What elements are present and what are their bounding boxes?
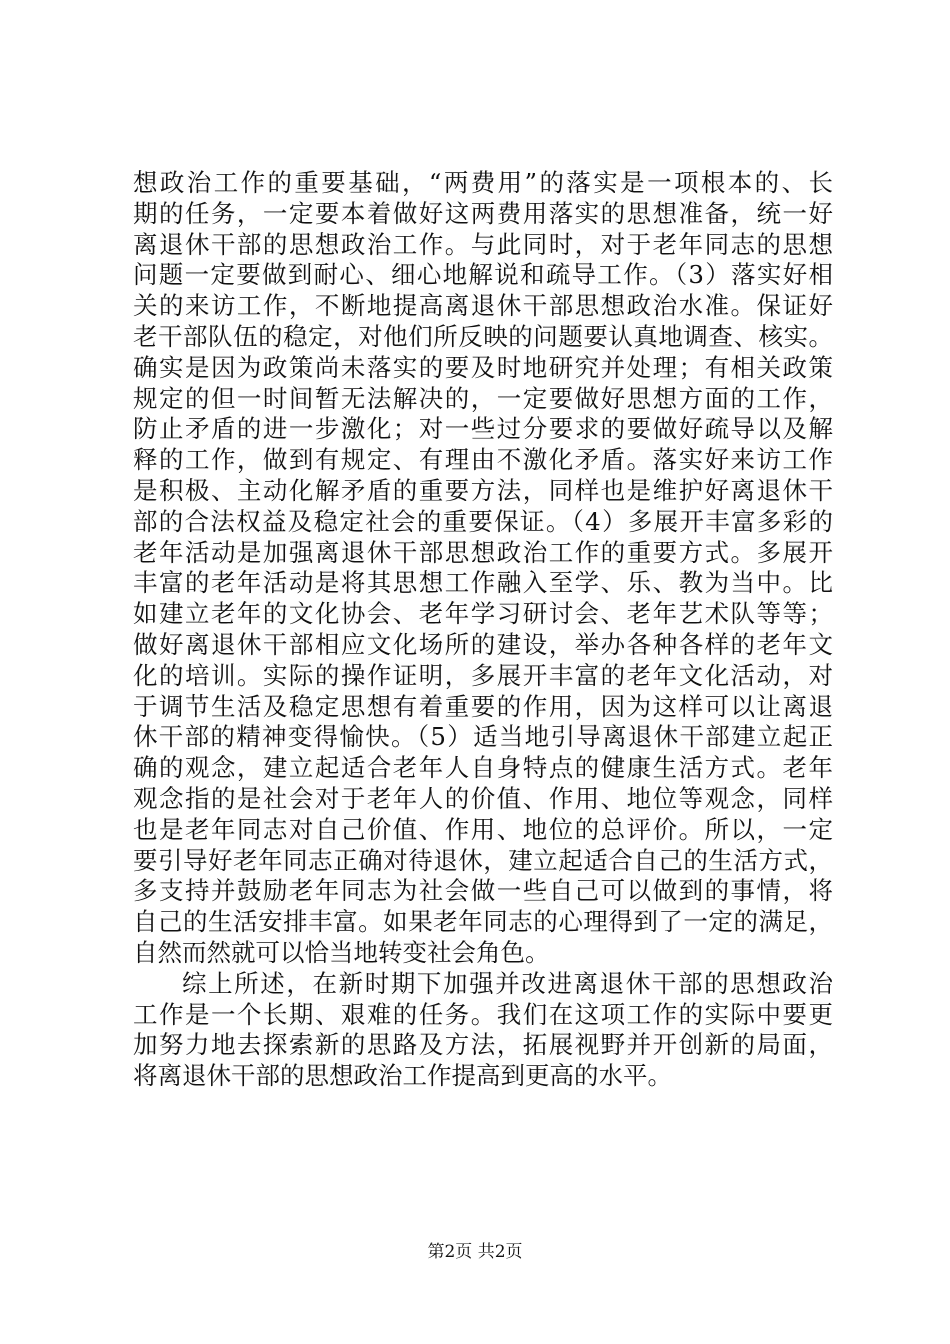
text-line: 期的任务，一定要本着做好这两费用落实的思想准备，统一好 xyxy=(133,198,833,228)
page-number-label: 第2页 共2页 xyxy=(427,1242,523,1262)
text-line: 丰富的老年活动是将其思想工作融入至学、乐、教为当中。比 xyxy=(133,568,833,598)
text-line: 也是老年同志对自己价值、作用、地位的总评价。所以，一定 xyxy=(133,814,833,844)
text-line: 离退休干部的思想政治工作。与此同时，对于老年同志的思想 xyxy=(133,229,833,259)
text-line: 综上所述，在新时期下加强并改进离退休干部的思想政治 xyxy=(182,968,833,998)
text-line: 休干部的精神变得愉快。（5）适当地引导离退休干部建立起正 xyxy=(133,722,833,752)
text-line: 老年活动是加强离退休干部思想政治工作的重要方式。多展开 xyxy=(133,537,833,567)
text-line: 问题一定要做到耐心、细心地解说和疏导工作。（3）落实好相 xyxy=(133,260,833,290)
text-line: 规定的但一时间暂无法解决的，一定要做好思想方面的工作， xyxy=(133,383,833,413)
text-line: 部的合法权益及稳定社会的重要保证。（4）多展开丰富多彩的 xyxy=(133,506,833,536)
text-line: 化的培训。实际的操作证明，多展开丰富的老年文化活动，对 xyxy=(133,660,833,690)
text-line: 确实是因为政策尚未落实的要及时地研究并处理；有相关政策 xyxy=(133,352,833,382)
text-line: 加努力地去探索新的思路及方法，拓展视野并开创新的局面， xyxy=(133,1030,833,1060)
text-line: 关的来访工作，不断地提高离退休干部思想政治水准。保证好 xyxy=(133,291,833,321)
text-line: 确的观念，建立起适合老年人自身特点的健康生活方式。老年 xyxy=(133,753,833,783)
text-line: 于调节生活及稳定思想有着重要的作用，因为这样可以让离退 xyxy=(133,691,833,721)
text-line: 自然而然就可以恰当地转变社会角色。 xyxy=(133,937,550,967)
text-line: 多支持并鼓励老年同志为社会做一些自己可以做到的事情，将 xyxy=(133,876,833,906)
text-line: 防止矛盾的进一步激化；对一些过分要求的要做好疏导以及解 xyxy=(133,414,833,444)
text-line: 老干部队伍的稳定，对他们所反映的问题要认真地调查、核实。 xyxy=(133,321,833,351)
text-line: 要引导好老年同志正确对待退休，建立起适合自己的生活方式， xyxy=(133,845,833,875)
text-line: 想政治工作的重要基础，“两费用”的落实是一项根本的、长 xyxy=(133,168,833,197)
text-line: 做好离退休干部相应文化场所的建设，举办各种各样的老年文 xyxy=(133,629,833,659)
paragraph-1 xyxy=(133,168,833,969)
page-footer xyxy=(0,1241,950,1263)
text-line: 工作是一个长期、艰难的任务。我们在这项工作的实际中要更 xyxy=(133,999,833,1029)
document-body xyxy=(133,168,833,1092)
text-line: 是积极、主动化解矛盾的重要方法，同样也是维护好离退休干 xyxy=(133,475,833,505)
text-line: 如建立老年的文化协会、老年学习研讨会、老年艺术队等等； xyxy=(133,599,833,629)
text-line: 观念指的是社会对于老年人的价值、作用、地位等观念，同样 xyxy=(133,783,833,813)
text-line: 自己的生活安排丰富。如果老年同志的心理得到了一定的满足， xyxy=(133,907,833,937)
paragraph-2 xyxy=(133,969,833,1092)
text-line: 将离退休干部的思想政治工作提高到更高的水平。 xyxy=(133,1061,672,1091)
text-line: 释的工作，做到有规定、有理由不激化矛盾。落实好来访工作 xyxy=(133,445,833,475)
